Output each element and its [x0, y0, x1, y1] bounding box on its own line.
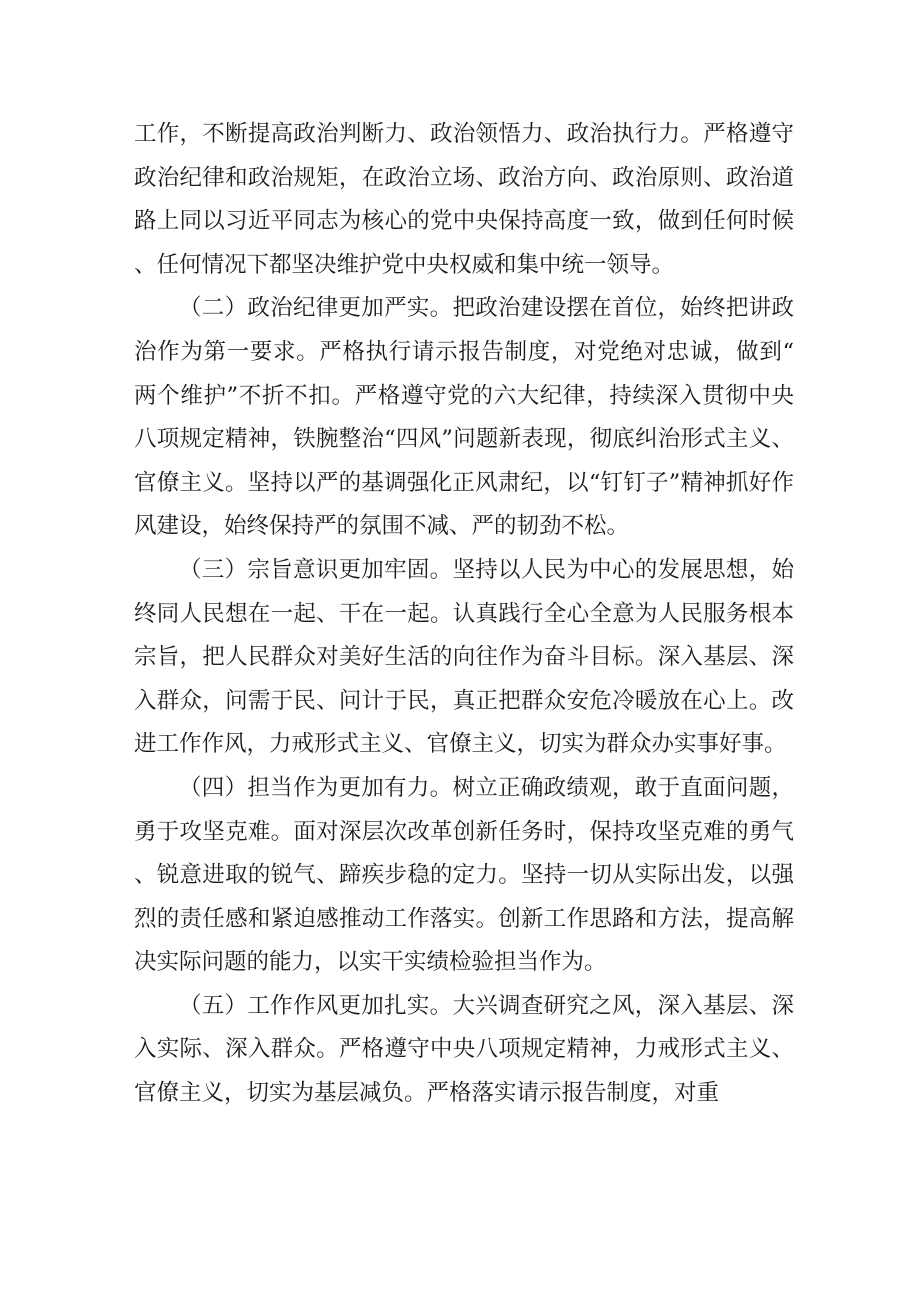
paragraph-continuation: 工作，不断提高政治判断力、政治领悟力、政治执行力。严格遵守政治纪律和政治规矩，在政治立场、政治方向、政治原则、政治道路上同以习近平同志为核心的党中央保持高度一致，做到任何时候、任何情况下都坚决维护党中央权威和集中统一领导。 [134, 121, 794, 278]
paragraph-section-4: （四）担当作为更加有力。树立正确政绩观，敢于直面问题，勇于攻坚克难。面对深层次改革创新任务时，保持攻坚克难的勇气、锐意进取的锐气、蹄疾步稳的定力。坚持一切从实际出发，以强烈的责任感和紧迫感推动工作落实。创新工作思路和方法，提高解决实际问题的能力，以实干实绩检验担当作为。 [134, 774, 794, 976]
paragraph-section-5: （五）工作作风更加扎实。大兴调查研究之风，深入基层、深入实际、深入群众。严格遵守中央八项规定精神，力戒形式主义、官僚主义，切实为基层减负。严格落实请示报告制度，对重 [134, 992, 794, 1107]
document-body [134, 113, 794, 1116]
paragraph-section-2: （二）政治纪律更加严实。把政治建设摆在首位，始终把讲政治作为第一要求。严格执行请示报告制度，对党绝对忠诚，做到“两个维护”不折不扣。严格遵守党的六大纪律，持续深入贯彻中央八项规定精神，铁腕整治“四风”问题新表现，彻底纠治形式主义、官僚主义。坚持以严的基调强化正风肃纪，以“钉钉子”精神抓好作风建设，始终保持严的氛围不减、严的韧劲不松。 [134, 295, 794, 540]
paragraph-section-3: （三）宗旨意识更加牢固。坚持以人民为中心的发展思想，始终同人民想在一起、干在一起。认真践行全心全意为人民服务根本宗旨，把人民群众对美好生活的向往作为奋斗目标。深入基层、深入群众，问需于民、问计于民，真正把群众安危冷暖放在心上。改进工作作风，力戒形式主义、官僚主义，切实为群众办实事好事。 [134, 556, 794, 758]
